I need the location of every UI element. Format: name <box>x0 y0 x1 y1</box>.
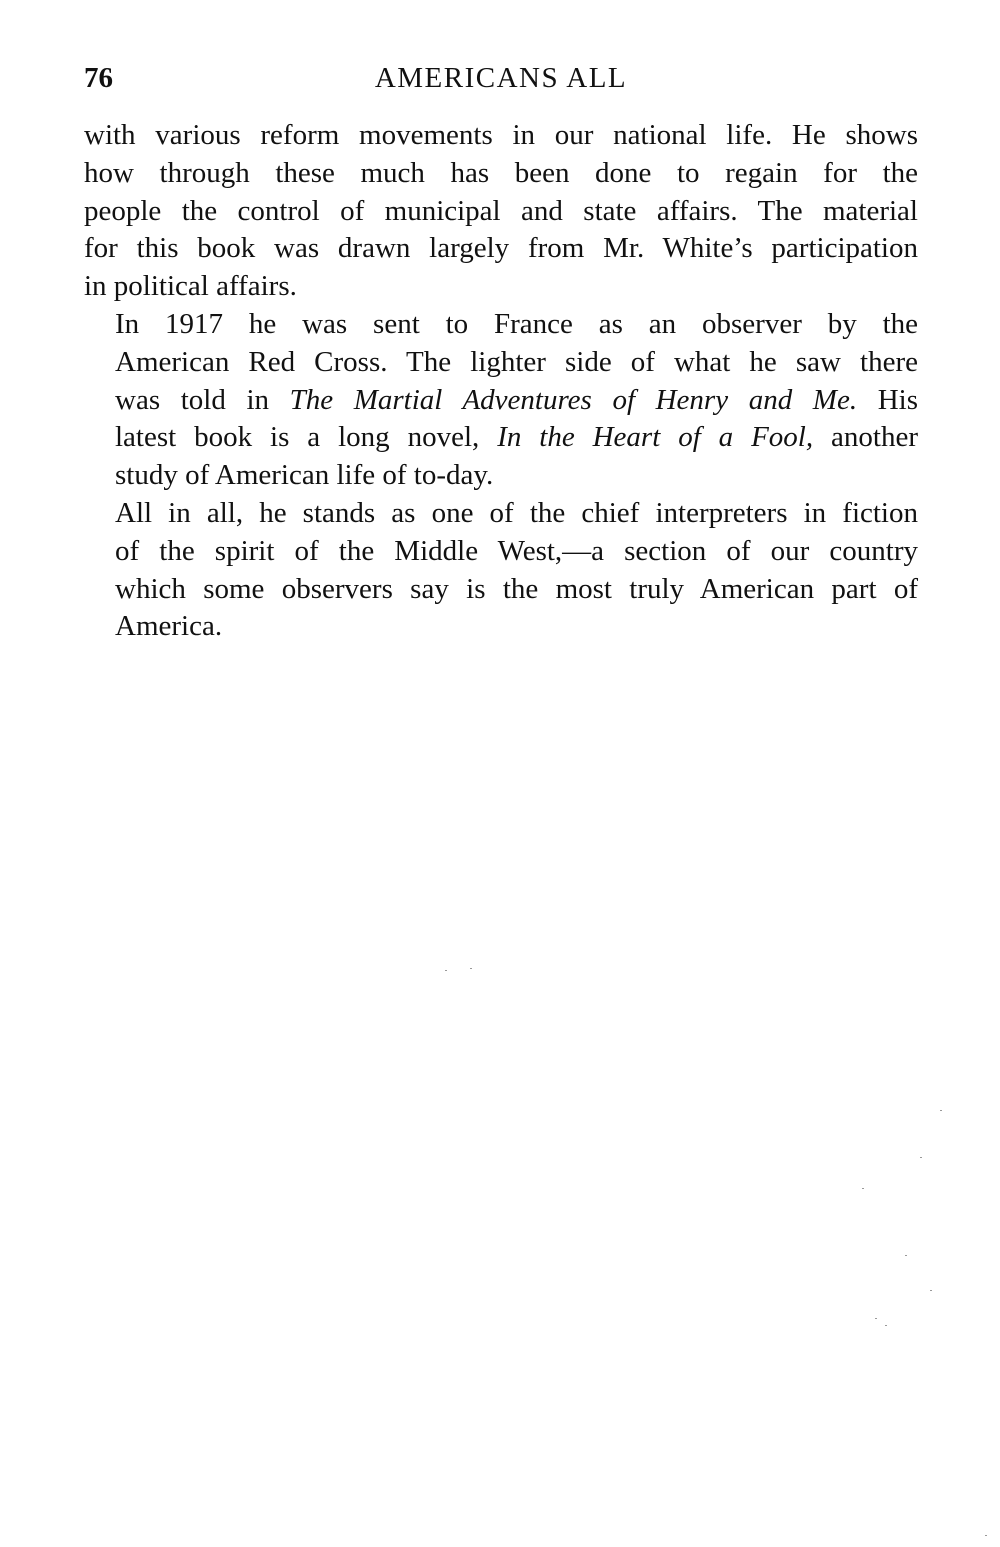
text-line: American Red Cross. The lighter side of what he saw there <box>115 345 918 378</box>
text-line: how through these much has been done to regain for the <box>84 156 918 189</box>
text-line: All in all, he stands as one of the chief interpreters in fiction <box>115 496 918 529</box>
text-line: which some observers say is the most truly American part of <box>115 572 918 605</box>
text-line: latest book is a long novel, In the Heart of a Fool, another <box>115 421 919 454</box>
scan-speck <box>920 1157 922 1158</box>
text-line: for this book was drawn largely from Mr. White’s participation <box>84 232 918 265</box>
paragraph-3 <box>84 495 918 646</box>
page-number: 76 <box>84 62 113 94</box>
scan-speck <box>885 1325 887 1326</box>
text-line: in political affairs. <box>84 270 297 303</box>
text-line: with various reform movements in our national life. He shows <box>84 119 918 151</box>
text-line: study of American life of to-day. <box>115 459 494 492</box>
running-title: AMERICANS ALL <box>374 62 628 94</box>
text-line: people the control of municipal and state affairs. The material <box>84 194 918 227</box>
scan-speck <box>940 1110 942 1111</box>
scan-speck <box>930 1290 932 1291</box>
running-head <box>84 58 918 98</box>
scan-speck <box>905 1255 907 1256</box>
scan-speck <box>875 1318 877 1319</box>
scan-speck <box>985 1535 987 1536</box>
paragraph-1 <box>84 117 918 306</box>
scan-speck <box>445 970 447 971</box>
body-text <box>84 117 918 646</box>
scan-speck <box>470 968 472 969</box>
book-title-heart-of-a-fool: In the Heart of a Fool, <box>497 421 814 454</box>
scan-speck <box>862 1188 864 1189</box>
paragraph-2 <box>84 306 918 495</box>
text-line: America. <box>115 610 223 643</box>
book-title-martial-adventures: The Martial Adventures of Henry and Me. <box>289 383 858 416</box>
text-line: In 1917 he was sent to France as an observer by the <box>115 307 918 340</box>
text-line: of the spirit of the Middle West,—a section of our country <box>115 534 918 567</box>
text-line: was told in The Martial Adventures of Henry and Me. His <box>115 383 918 416</box>
